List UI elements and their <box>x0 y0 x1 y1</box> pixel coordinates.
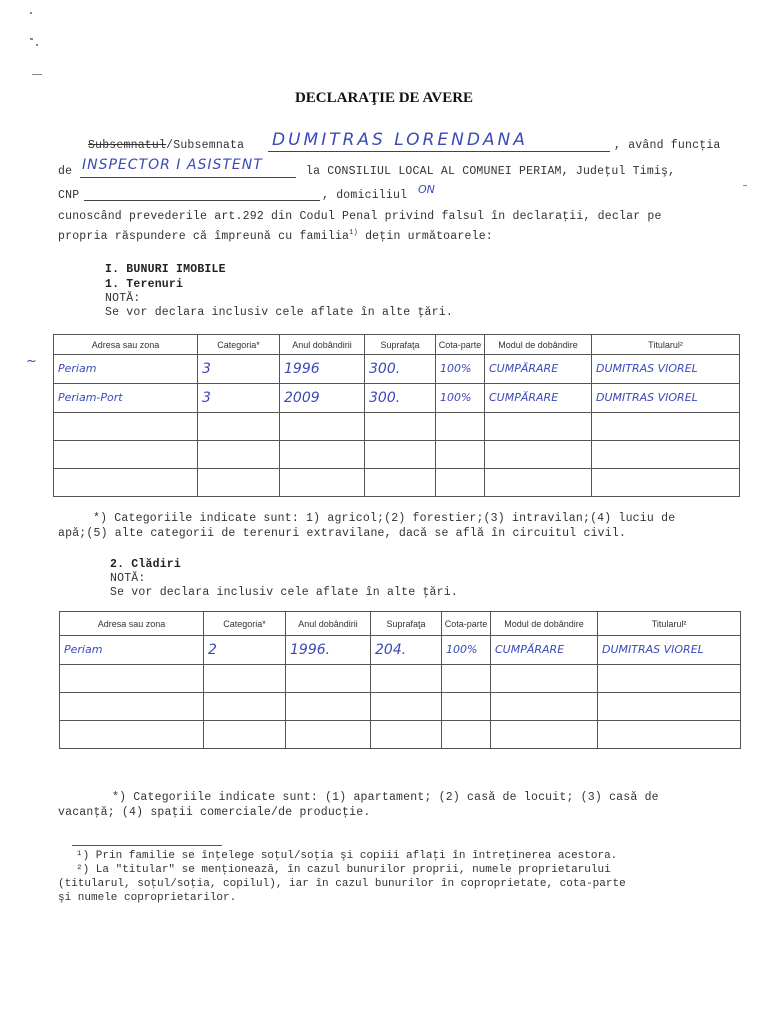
cell-address: Periam-Port <box>54 384 198 413</box>
cell-category: 3 <box>198 355 280 384</box>
cell-share: 100% <box>442 636 491 665</box>
footnote-1: ¹) Prin familie se înţelege soţul/soţia şi copiii aflaţi în întreţinerea acestora. <box>76 850 618 862</box>
cell-address: Periam <box>60 636 204 665</box>
col-header: Anul dobândirii <box>286 612 371 636</box>
col-header: Cota-parte <box>436 335 485 355</box>
cell-year: 1996. <box>286 636 371 665</box>
cell-acquisition: CUMPĂRARE <box>491 636 598 665</box>
buildings-table-header <box>60 612 741 636</box>
table-row <box>60 693 741 721</box>
cell-area: 204. <box>371 636 442 665</box>
footnote-2-line2: (titularul, soţul/soţia, copilul), iar în cazul bunurilor în coproprietate, cota-parte <box>58 878 626 890</box>
function-value: INSPECTOR I ASISTENT <box>82 157 263 173</box>
name-underline <box>268 151 610 152</box>
cell-acquisition: CUMPĂRARE <box>485 384 592 413</box>
table-row <box>54 441 740 469</box>
section1-footnote-1: *) Categoriile indicate sunt: 1) agricol;(2) forestier;(3) intravilan;(4) luciu de <box>93 512 676 525</box>
col-header: Modul de dobândire <box>485 335 592 355</box>
land-table-header <box>54 335 740 355</box>
footnote-2-line3: şi numele coproprietarilor. <box>58 892 237 904</box>
intro-line4 <box>58 229 493 243</box>
cell-category: 3 <box>198 384 280 413</box>
cell-address: Periam <box>54 355 198 384</box>
table-row <box>54 413 740 441</box>
buildings-table <box>59 611 741 749</box>
col-header: Categoria* <box>198 335 280 355</box>
col-header: Suprafaţa <box>365 335 436 355</box>
scan-speck <box>32 74 42 75</box>
cell-holder: DUMITRAS VIOREL <box>592 355 740 384</box>
cnp-label: CNP <box>58 189 80 202</box>
table-row <box>60 721 741 749</box>
cell-category: 2 <box>204 636 286 665</box>
col-header: Anul dobândirii <box>280 335 365 355</box>
cell-year: 1996 <box>280 355 365 384</box>
table-row <box>54 469 740 497</box>
section2-nota: NOTĂ: <box>110 572 146 585</box>
scan-speck <box>30 38 33 40</box>
name-value: DUMITRAS LORENDANA <box>272 130 528 150</box>
function-underline <box>80 177 296 178</box>
cell-acquisition: CUMPĂRARE <box>485 355 592 384</box>
scan-speck <box>36 44 38 46</box>
section2-note: Se vor declara inclusiv cele aflate în alte ţări. <box>110 586 458 599</box>
scan-speck <box>30 12 32 14</box>
domicile-label: , domiciliul <box>322 189 408 202</box>
intro-line4-end: deţin următoarele: <box>357 229 493 243</box>
cell-area: 300. <box>365 355 436 384</box>
col-header: Suprafaţa <box>371 612 442 636</box>
table-row <box>60 665 741 693</box>
footnote-divider <box>72 845 222 846</box>
cell-year: 2009 <box>280 384 365 413</box>
footnote-ref-1: 1) <box>349 229 358 237</box>
table-row <box>60 636 741 665</box>
cell-share: 100% <box>436 355 485 384</box>
section1-sub: 1. Terenuri <box>105 278 184 291</box>
col-header: Modul de dobândire <box>491 612 598 636</box>
col-header: Titularul² <box>592 335 740 355</box>
table-row <box>54 384 740 413</box>
col-header: Titularul² <box>598 612 741 636</box>
section1-heading: I. BUNURI IMOBILE <box>105 263 226 276</box>
employer-text: la CONSILIUL LOCAL AL COMUNEI PERIAM, Judeţul Timiş, <box>306 165 676 178</box>
section1-footnote-2: apă;(5) alte categorii de terenuri extravilane, dacă se află în circuitul civil. <box>58 527 627 540</box>
document-title: DECLARAŢIE DE AVERE <box>294 90 474 106</box>
col-header: Adresa sau zona <box>54 335 198 355</box>
land-table <box>53 334 740 497</box>
intro-line3: cunoscând prevederile art.292 din Codul Penal privind falsul în declaraţii, declar pe <box>58 210 662 223</box>
intro-line4-text: propria răspundere că împreună cu familia <box>58 229 350 243</box>
de-label: de <box>58 165 73 178</box>
cnp-underline <box>84 200 320 201</box>
section1-note: Se vor declara inclusiv cele aflate în alte ţări. <box>105 306 453 319</box>
cell-share: 100% <box>436 384 485 413</box>
section1-nota: NOTĂ: <box>105 292 141 305</box>
cell-area: 300. <box>365 384 436 413</box>
col-header: Cota-parte <box>442 612 491 636</box>
function-label: , având funcţia <box>614 139 721 152</box>
footnote-2-line1: ²) La "titular" se menţionează, în cazul bunurilor proprii, numele proprietarului <box>76 864 611 876</box>
cell-holder: DUMITRAS VIOREL <box>598 636 741 665</box>
section2-footnote-1: *) Categoriile indicate sunt: (1) apartament; (2) casă de locuit; (3) casă de <box>112 791 659 804</box>
section2-footnote-2: vacanţă; (4) spaţii comerciale/de producţie. <box>58 806 371 819</box>
subsemnata-label: /Subsemnata <box>166 139 245 152</box>
struck-label: Subsemnatul <box>88 139 167 152</box>
col-header: Categoria* <box>204 612 286 636</box>
intro-line1 <box>88 139 244 152</box>
scan-speck <box>743 185 747 186</box>
cell-holder: DUMITRAS VIOREL <box>592 384 740 413</box>
col-header: Adresa sau zona <box>60 612 204 636</box>
section2-sub: 2. Clădiri <box>110 558 182 571</box>
domicile-value: ON <box>418 183 435 196</box>
table-row <box>54 355 740 384</box>
margin-scribble: ~ <box>26 354 37 369</box>
